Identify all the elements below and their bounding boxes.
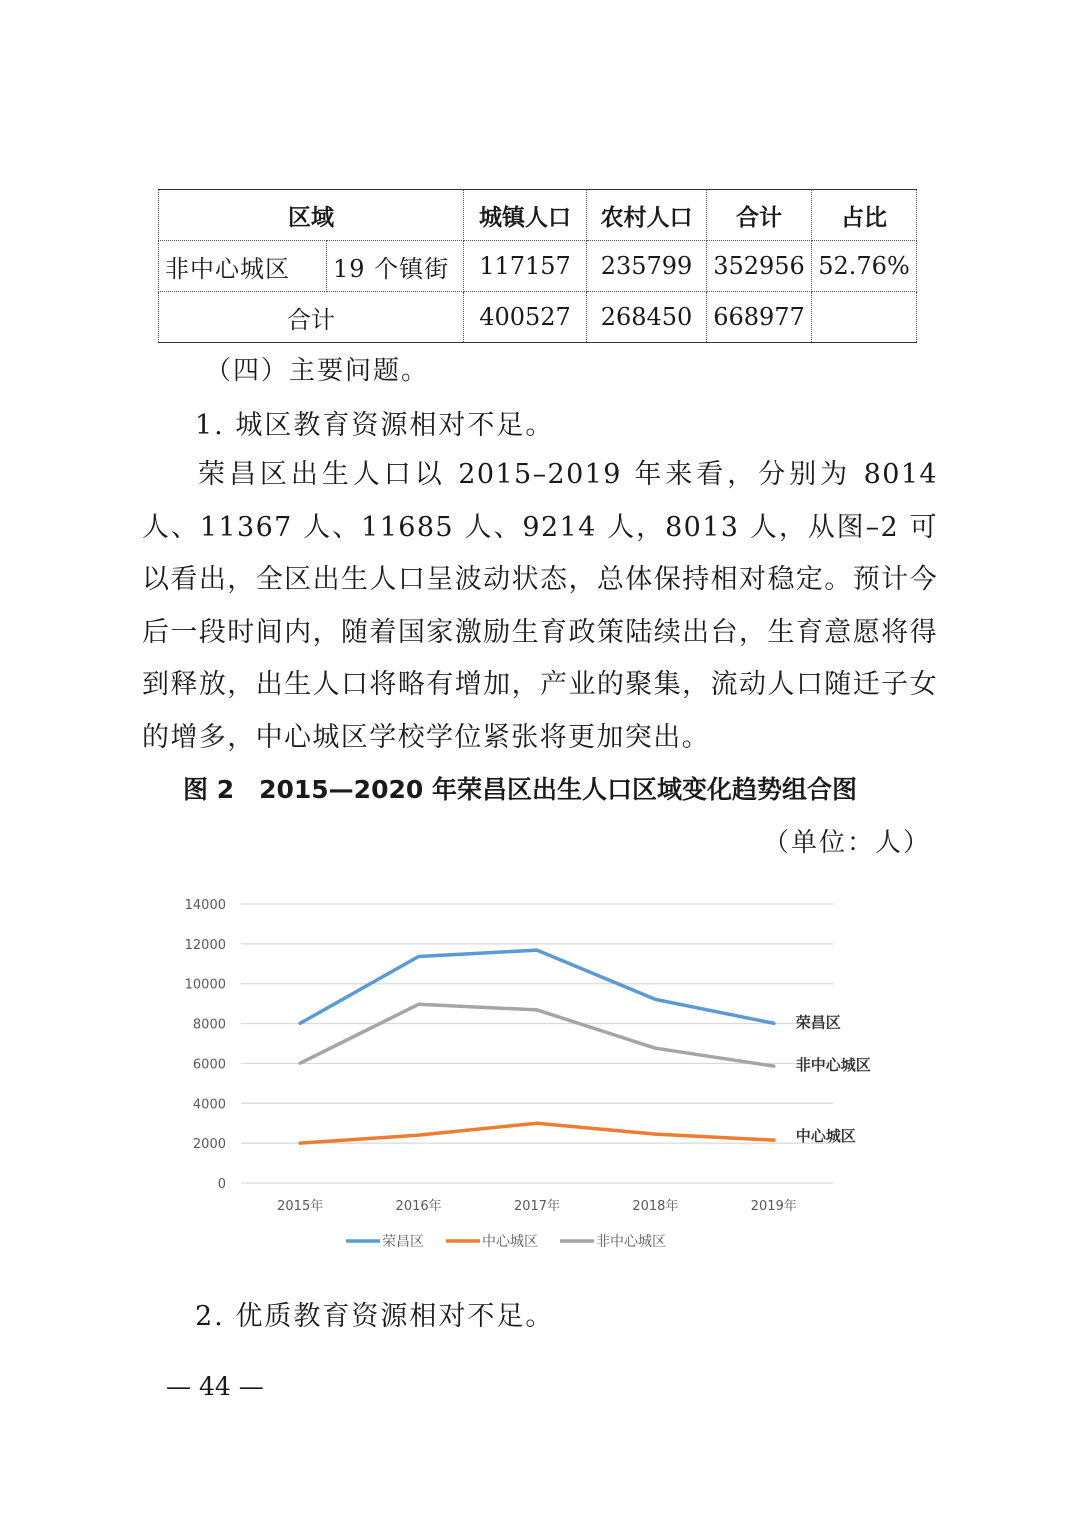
series-end-label: 中心城区 xyxy=(795,1127,856,1146)
cell-share xyxy=(812,292,917,343)
item-1: 1. 城区教育资源相对不足。 xyxy=(195,410,555,441)
legend-label: 非中心城区 xyxy=(596,1234,666,1250)
series-line xyxy=(300,1004,774,1066)
birth-population-chart xyxy=(176,885,876,1265)
header-urban: 城镇人口 xyxy=(464,190,587,241)
y-tick-label: 12000 xyxy=(184,937,226,953)
y-tick-label: 6000 xyxy=(192,1057,226,1073)
x-tick-label: 2017年 xyxy=(513,1199,561,1214)
cell-total: 352956 xyxy=(707,241,812,292)
body-paragraph: 荣昌区出生人口以 2015–2019 年来看，分别为 8014 人、11367 人、11685 人、9214 人，8013 人，从图–2 可以看出，全区出生人口呈波动状态，总体保持相对稳定。预计今后一段时间内，随着国家激励生育政策陆续出台，生育意愿将得到释放，出生人口将略有增加，产业的聚集，流动人口随迁子女的增多，中心城区学校学位紧张将更加突出。 xyxy=(142,459,938,753)
page-number: — 44 — xyxy=(166,1372,264,1401)
unit-label: （单位：人） xyxy=(762,828,931,858)
header-share: 占比 xyxy=(812,190,917,241)
x-tick-label: 2015年 xyxy=(277,1199,324,1214)
series-end-label: 非中心城区 xyxy=(795,1056,871,1075)
series-line xyxy=(300,950,774,1023)
y-tick-label: 14000 xyxy=(184,898,226,913)
y-tick-label: 0 xyxy=(217,1177,226,1192)
cell-urban: 117157 xyxy=(464,241,587,292)
y-tick-label: 8000 xyxy=(192,1017,226,1033)
x-axis-ticks xyxy=(277,1198,797,1214)
chart-series xyxy=(300,950,774,1143)
figure-title: 图 2 2015—2020 年荣昌区出生人口区域变化趋势组合图 xyxy=(183,775,857,804)
x-tick-label: 2018年 xyxy=(632,1199,679,1214)
y-tick-label: 10000 xyxy=(184,977,226,993)
table-header-row xyxy=(159,190,917,241)
y-tick-label: 2000 xyxy=(192,1137,226,1153)
y-tick-label: 4000 xyxy=(192,1097,226,1113)
cell-sub: 19 个镇街 xyxy=(327,241,464,292)
series-end-labels xyxy=(796,1013,871,1145)
table-row xyxy=(159,241,917,292)
x-tick-label: 2016年 xyxy=(395,1199,442,1214)
y-axis-ticks xyxy=(185,898,226,1192)
table-row xyxy=(159,292,917,343)
cell-urban: 400527 xyxy=(464,292,587,343)
legend-label: 中心城区 xyxy=(482,1234,538,1250)
cell-rural: 268450 xyxy=(587,292,707,343)
cell-rural: 235799 xyxy=(587,241,707,292)
item-2: 2. 优质教育资源相对不足。 xyxy=(195,1301,555,1332)
header-region: 区域 xyxy=(159,190,464,241)
series-end-label: 荣昌区 xyxy=(795,1013,841,1032)
cell-region: 非中心城区 xyxy=(159,241,327,292)
cell-share: 52.76% xyxy=(812,241,917,292)
legend-label: 荣昌区 xyxy=(382,1234,424,1250)
series-line xyxy=(300,1123,774,1143)
header-total: 合计 xyxy=(707,190,812,241)
population-table xyxy=(158,189,917,343)
section-heading: （四）主要问题。 xyxy=(205,356,430,386)
chart-legend xyxy=(346,1233,666,1250)
x-tick-label: 2019年 xyxy=(750,1199,797,1214)
header-rural: 农村人口 xyxy=(587,190,707,241)
cell-total: 668977 xyxy=(707,292,812,343)
cell-region: 合计 xyxy=(159,292,464,343)
